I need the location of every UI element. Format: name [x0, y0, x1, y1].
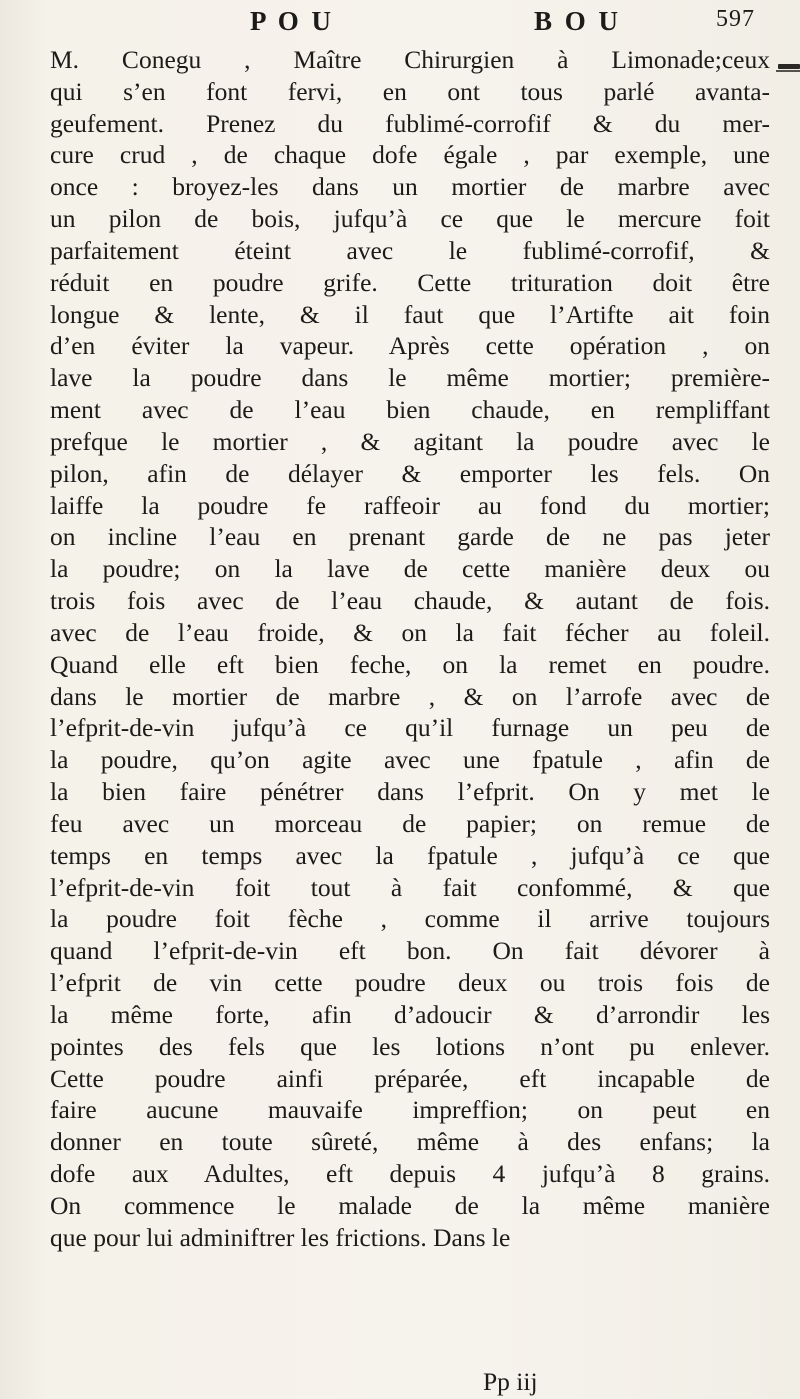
text-line: cure crud , de chaque dofe égale , par exemple, une [50, 140, 770, 170]
text-line: M. Conegu , Maître Chirurgien à Limonade;ceux [50, 45, 770, 74]
text-line: feu avec un morceau de papier; on remue de [50, 808, 770, 838]
text-line: la poudre, qu’on agite avec une fpatule , afin de [50, 745, 770, 775]
text-line: geufement. Prenez du fublimé-corrofif & du mer- [50, 108, 770, 138]
text-line: On commence le malade de la même manière [50, 1190, 770, 1220]
text-line: pilon, afin de délayer & emporter les fels. On [50, 458, 770, 488]
text-line: que pour lui adminiftrer les frictions. Dans le [50, 1222, 511, 1252]
text-line: trois fois avec de l’eau chaude, & autant de fois. [50, 586, 770, 616]
text-line: dans le mortier de marbre , & on l’arrofe avec de [50, 681, 770, 711]
text-line: lave la poudre dans le même mortier; première- [50, 363, 770, 393]
header-left: P O U [250, 6, 335, 36]
text-line: longue & lente, & il faut que l’Artifte ait foin [50, 299, 770, 329]
text-line: temps en temps avec la fpatule , jufqu’à ce que [50, 840, 770, 870]
text-line: avec de l’eau froide, & on la fait fécher au foleil. [50, 617, 770, 647]
text-line: quand l’efprit-de-vin eft bon. On fait dévorer à [50, 936, 770, 966]
text-line: la poudre; on la lave de cette manière deux ou [50, 554, 770, 584]
running-header [0, 6, 800, 40]
margin-ink-mark [778, 64, 800, 69]
text-line: Cette poudre ainfi préparée, eft incapable de [50, 1063, 770, 1093]
body-text [50, 44, 770, 1253]
text-line: l’efprit-de-vin jufqu’à ce qu’il furnage un peu de [50, 713, 770, 743]
text-line: on incline l’eau en prenant garde de ne pas jeter [50, 522, 770, 552]
text-line: l’efprit de vin cette poudre deux ou trois fois de [50, 968, 770, 998]
margin-ink-rule [776, 70, 800, 72]
text-line: ment avec de l’eau bien chaude, en rempliffant [50, 395, 770, 425]
text-line: faire aucune mauvaife impreffion; on peut en [50, 1095, 770, 1125]
signature-text: Pp iij [483, 1367, 538, 1396]
text-line: parfaitement éteint avec le fublimé-corrofif, & [50, 235, 770, 265]
text-line: Quand elle eft bien feche, on la remet en poudre. [50, 649, 770, 679]
text-line: la même forte, afin d’adoucir & d’arrondir les [50, 999, 770, 1029]
text-line: laiffe la poudre fe raffeoir au fond du mortier; [50, 490, 770, 520]
text-line: prefque le mortier , & agitant la poudre avec le [50, 426, 770, 456]
text-line: un pilon de bois, jufqu’à ce que le mercure foit [50, 204, 770, 234]
text-line: d’en éviter la vapeur. Après cette opération , on [50, 331, 770, 361]
text-line: qui s’en font fervi, en ont tous parlé avanta- [50, 76, 770, 106]
text-line: la poudre foit fèche , comme il arrive toujours [50, 904, 770, 934]
signature-mark [0, 1367, 800, 1397]
header-right: B O U [534, 6, 622, 36]
text-line: l’efprit-de-vin foit tout à fait confommé, & que [50, 872, 770, 902]
page-number: 597 [716, 6, 755, 32]
text-line: réduit en poudre grife. Cette trituration doit être [50, 267, 770, 297]
text-line: pointes des fels que les lotions n’ont pu enlever. [50, 1031, 770, 1061]
text-line: donner en toute sûreté, même à des enfans; la [50, 1127, 770, 1157]
text-line: la bien faire pénétrer dans l’efprit. On y met le [50, 777, 770, 807]
text-line: once : broyez-les dans un mortier de marbre avec [50, 172, 770, 202]
text-line: dofe aux Adultes, eft depuis 4 jufqu’à 8 grains. [50, 1158, 770, 1188]
